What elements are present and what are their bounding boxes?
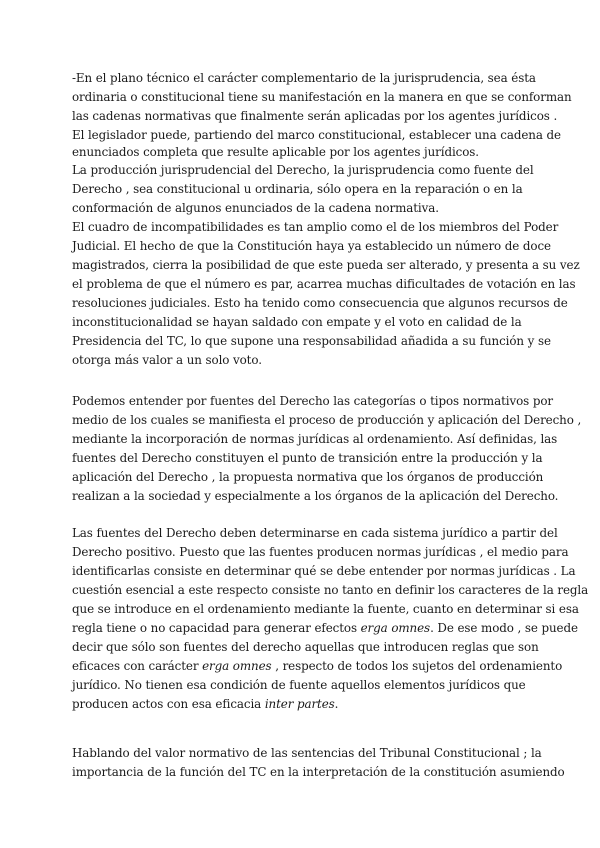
text-line: medio de los cuales se manifiesta el proceso de producción y aplicación del Derecho , [72, 413, 582, 427]
text-segment: . De ese modo , se puede [430, 621, 578, 635]
text-line [72, 657, 563, 676]
text-line: Derecho positivo. Puesto que las fuentes producen normas jurídicas , el medio para [72, 545, 569, 559]
text-line: conformación de algunos enunciados de la cadena normativa. [72, 200, 439, 215]
text-line: ordinaria o constitucional tiene su manifestación en la manera en que se conforman [72, 90, 572, 104]
text-line: identificarlas consiste en determinar qué se debe entender por normas jurídicas . La [72, 564, 576, 578]
text-line: inconstitucionalidad se hayan saldado con empate y el voto en calidad de la [72, 315, 522, 329]
text-line: Hablando del valor normativo de las sentencias del Tribunal Constitucional ; la [72, 746, 542, 760]
italic-term: erga omnes [360, 621, 431, 635]
text-line: el problema de que el número es par, acarrea muchas dificultades de votación en las [72, 277, 576, 291]
text-line: Judicial. El hecho de que la Constitución haya ya establecido un número de doce [72, 239, 551, 253]
text-line: enunciados completa que resulte aplicable por los agentes jurídicos. [72, 145, 479, 159]
text-line: magistrados, cierra la posibilidad de que este pueda ser alterado, y presenta a su vez [72, 258, 580, 272]
paragraph-incompatibilities [72, 218, 580, 370]
text-line: otorga más valor a un solo voto. [72, 353, 262, 367]
text-line: mediante la incorporación de normas jurídicas al ordenamiento. Así definidas, las [72, 432, 558, 446]
paragraph-jurisprudence [72, 69, 572, 218]
paragraph-constitutional-court [72, 744, 565, 782]
text-line: decir que sólo son fuentes del derecho aquellas que introducen reglas que son [72, 640, 539, 654]
text-line: -En el plano técnico el carácter complementario de la jurisprudencia, sea ésta [72, 71, 536, 85]
text-line: las cadenas normativas que finalmente serán aplicadas por los agentes jurídicos . [72, 109, 558, 123]
text-line: Las fuentes del Derecho deben determinarse en cada sistema jurídico a partir del [72, 526, 558, 540]
italic-term: erga omnes [202, 659, 272, 673]
text-line: El cuadro de incompatibilidades es tan amplio como el de los miembros del Poder [72, 220, 559, 234]
text-line: Presidencia del TC, lo que supone una responsabilidad añadida a su función y se [72, 334, 551, 348]
text-line: Podemos entender por fuentes del Derecho las categorías o tipos normativos por [72, 394, 553, 408]
text-segment: , respecto de todos los sujetos del ordenamiento [271, 659, 563, 673]
text-line: cuestión esencial a este respecto consiste no tanto en definir los caracteres de la regla [72, 583, 589, 597]
text-line: Derecho , sea constitucional u ordinaria, sólo opera en la reparación o en la [72, 181, 523, 196]
text-line: aplicación del Derecho , la propuesta normativa que los órganos de producción [72, 470, 544, 484]
paragraph-sources-determination [72, 524, 589, 714]
text-line [72, 619, 578, 638]
italic-term: inter partes [264, 697, 335, 711]
text-segment: regla tiene o no capacidad para generar efectos [72, 621, 361, 635]
text-segment: producen actos con esa eficacia [72, 697, 265, 711]
text-line: fuentes del Derecho constituyen el punto de transición entre la producción y la [72, 451, 543, 465]
text-line: El legislador puede, partiendo del marco constitucional, establecer una cadena de [72, 128, 561, 142]
text-line: realizan a la sociedad y especialmente a los órganos de la aplicación del Derecho. [72, 489, 559, 503]
text-line: que se introduce en el ordenamiento mediante la fuente, cuanto en determinar si esa [72, 602, 579, 616]
paragraph-sources-definition [72, 392, 582, 506]
text-line: resoluciones judiciales. Esto ha tenido como consecuencia que algunos recursos de [72, 296, 568, 310]
text-line: jurídico. No tienen esa condición de fuente aquellos elementos jurídicos que [72, 678, 526, 692]
text-line: importancia de la función del TC en la interpretación de la constitución asumiendo [72, 765, 565, 779]
text-segment: . [334, 697, 339, 711]
text-segment: eficaces con carácter [72, 659, 203, 673]
text-line: La producción jurisprudencial del Derecho, la jurisprudencia como fuente del [72, 162, 534, 177]
text-line [72, 695, 532, 714]
